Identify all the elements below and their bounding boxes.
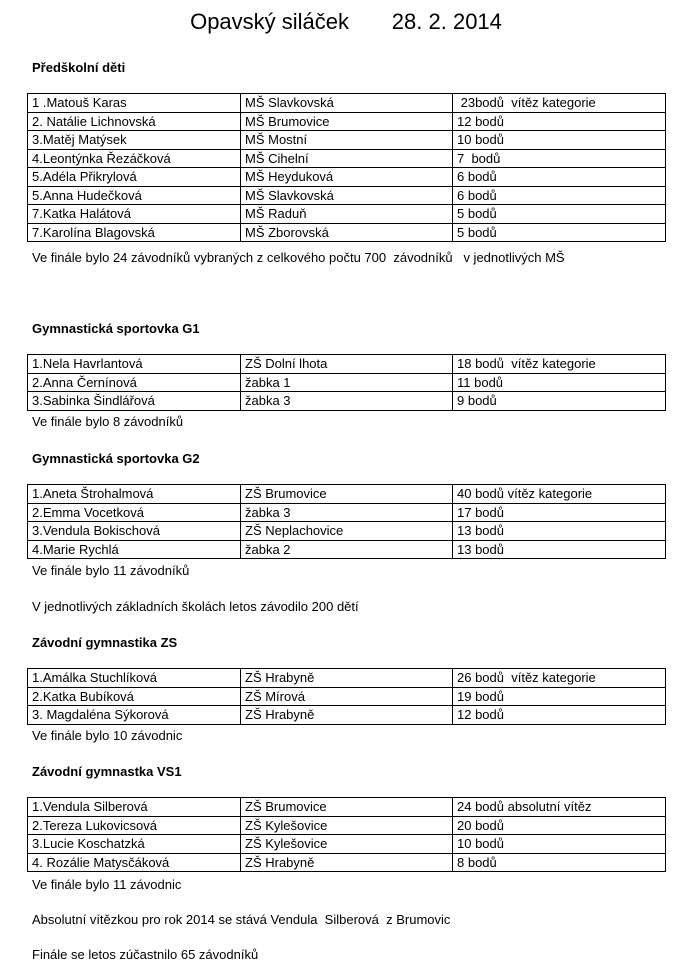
points-cell: 12 bodů xyxy=(453,706,666,725)
school-cell: ZŠ Kylešovice xyxy=(241,835,453,854)
points-cell: 13 bodů xyxy=(453,522,666,541)
points-cell: 8 bodů xyxy=(453,853,666,872)
points-cell: 12 bodů xyxy=(453,112,666,131)
school-cell: MŠ Slavkovská xyxy=(241,186,453,205)
schools-note: V jednotlivých základních školách letos závodilo 200 dětí xyxy=(32,599,359,614)
points-cell: 7 bodů xyxy=(453,149,666,168)
table-row xyxy=(28,223,666,242)
school-cell: ZŠ Dolní lhota xyxy=(241,355,453,374)
competitor-name-cell: 5.Adéla Přikrylová xyxy=(28,168,241,187)
school-cell: ZŠ Mírová xyxy=(241,687,453,706)
table-row xyxy=(28,835,666,854)
table-row xyxy=(28,112,666,131)
absolute-winner-note: Absolutní vítězkou pro rok 2014 se stává Vendula Silberová z Brumovic xyxy=(32,912,451,927)
results-table-g1 xyxy=(27,354,666,411)
school-cell: ZŠ Brumovice xyxy=(241,798,453,817)
points-cell: 5 bodů xyxy=(453,223,666,242)
competitor-name-cell: 3.Lucie Koschatzká xyxy=(28,835,241,854)
school-cell: MŠ Raduň xyxy=(241,205,453,224)
points-cell: 26 bodů vítěz kategorie xyxy=(453,669,666,688)
points-cell: 10 bodů xyxy=(453,835,666,854)
section-note-g1: Ve finále bylo 8 závodníků xyxy=(32,414,184,429)
school-cell: žabka 3 xyxy=(241,503,453,522)
school-cell: ZŠ Hrabyně xyxy=(241,853,453,872)
points-cell: 11 bodů xyxy=(453,373,666,392)
school-cell: ZŠ Neplachovice xyxy=(241,522,453,541)
competitor-name-cell: 2. Natálie Lichnovská xyxy=(28,112,241,131)
points-cell: 5 bodů xyxy=(453,205,666,224)
competitor-name-cell: 2.Anna Černínová xyxy=(28,373,241,392)
competitor-name-cell: 2.Katka Bubíková xyxy=(28,687,241,706)
points-cell: 9 bodů xyxy=(453,392,666,411)
table-row xyxy=(28,392,666,411)
table-row xyxy=(28,94,666,113)
table-row xyxy=(28,540,666,559)
points-cell: 10 bodů xyxy=(453,131,666,150)
points-cell: 18 bodů vítěz kategorie xyxy=(453,355,666,374)
school-cell: žabka 2 xyxy=(241,540,453,559)
table-row xyxy=(28,853,666,872)
competitor-name-cell: 4.Leontýnka Řezáčková xyxy=(28,149,241,168)
competitor-name-cell: 4. Rozálie Matysčáková xyxy=(28,853,241,872)
table-row xyxy=(28,503,666,522)
table-row xyxy=(28,798,666,817)
school-cell: MŠ Zborovská xyxy=(241,223,453,242)
section-title-g1: Gymnastická sportovka G1 xyxy=(32,321,200,336)
results-table-preschool xyxy=(27,93,666,242)
section-title-zs: Závodní gymnastika ZS xyxy=(32,635,178,650)
section-note-zs: Ve finále bylo 10 závodnic xyxy=(32,728,183,743)
competitor-name-cell: 3.Vendula Bokischová xyxy=(28,522,241,541)
table-row xyxy=(28,816,666,835)
school-cell: MŠ Mostní xyxy=(241,131,453,150)
results-table-g2 xyxy=(27,484,666,559)
table-row xyxy=(28,355,666,374)
school-cell: ZŠ Brumovice xyxy=(241,485,453,504)
points-cell: 6 bodů xyxy=(453,186,666,205)
finale-count-note: Finále se letos zúčastnilo 65 závodníků xyxy=(32,947,259,962)
section-note-g2: Ve finále bylo 11 závodníků xyxy=(32,563,190,578)
points-cell: 17 bodů xyxy=(453,503,666,522)
section-title-preschool: Předškolní děti xyxy=(32,60,126,75)
competitor-name-cell: 1 .Matouš Karas xyxy=(28,94,241,113)
school-cell: žabka 1 xyxy=(241,373,453,392)
points-cell: 40 bodů vítěz kategorie xyxy=(453,485,666,504)
school-cell: MŠ Brumovice xyxy=(241,112,453,131)
points-cell: 20 bodů xyxy=(453,816,666,835)
competitor-name-cell: 1.Amálka Stuchlíková xyxy=(28,669,241,688)
points-cell: 23bodů vítěz kategorie xyxy=(453,94,666,113)
table-row xyxy=(28,669,666,688)
competitor-name-cell: 1.Nela Havrlantová xyxy=(28,355,241,374)
competitor-name-cell: 3.Sabinka Šindlářová xyxy=(28,392,241,411)
section-title-vs1: Závodní gymnastka VS1 xyxy=(32,764,182,779)
points-cell: 13 bodů xyxy=(453,540,666,559)
competitor-name-cell: 2.Tereza Lukovicsová xyxy=(28,816,241,835)
page-title: Opavský siláček 28. 2. 2014 xyxy=(190,9,502,34)
competitor-name-cell: 5.Anna Hudečková xyxy=(28,186,241,205)
table-row xyxy=(28,485,666,504)
school-cell: ZŠ Hrabyně xyxy=(241,669,453,688)
competitor-name-cell: 1.Aneta Štrohalmová xyxy=(28,485,241,504)
school-cell: MŠ Slavkovská xyxy=(241,94,453,113)
competitor-name-cell: 7.Karolína Blagovská xyxy=(28,223,241,242)
table-row xyxy=(28,205,666,224)
competitor-name-cell: 3. Magdaléna Sýkorová xyxy=(28,706,241,725)
section-note-preschool: Ve finále bylo 24 závodníků vybraných z celkového počtu 700 závodníků v jednotlivých MŠ xyxy=(32,250,565,265)
school-cell: žabka 3 xyxy=(241,392,453,411)
school-cell: MŠ Heyduková xyxy=(241,168,453,187)
table-row xyxy=(28,131,666,150)
competitor-name-cell: 7.Katka Halátová xyxy=(28,205,241,224)
competitor-name-cell: 1.Vendula Silberová xyxy=(28,798,241,817)
table-row xyxy=(28,168,666,187)
school-cell: ZŠ Hrabyně xyxy=(241,706,453,725)
table-row xyxy=(28,186,666,205)
results-table-vs1 xyxy=(27,797,666,872)
competitor-name-cell: 2.Emma Vocetková xyxy=(28,503,241,522)
competitor-name-cell: 3.Matěj Matýsek xyxy=(28,131,241,150)
table-row xyxy=(28,373,666,392)
section-title-g2: Gymnastická sportovka G2 xyxy=(32,451,200,466)
points-cell: 24 bodů absolutní vítěz xyxy=(453,798,666,817)
table-row xyxy=(28,706,666,725)
competitor-name-cell: 4.Marie Rychlá xyxy=(28,540,241,559)
section-note-vs1: Ve finále bylo 11 závodnic xyxy=(32,877,182,892)
school-cell: ZŠ Kylešovice xyxy=(241,816,453,835)
results-table-zs xyxy=(27,668,666,725)
points-cell: 19 bodů xyxy=(453,687,666,706)
table-row xyxy=(28,687,666,706)
school-cell: MŠ Cihelní xyxy=(241,149,453,168)
table-row xyxy=(28,149,666,168)
table-row xyxy=(28,522,666,541)
points-cell: 6 bodů xyxy=(453,168,666,187)
